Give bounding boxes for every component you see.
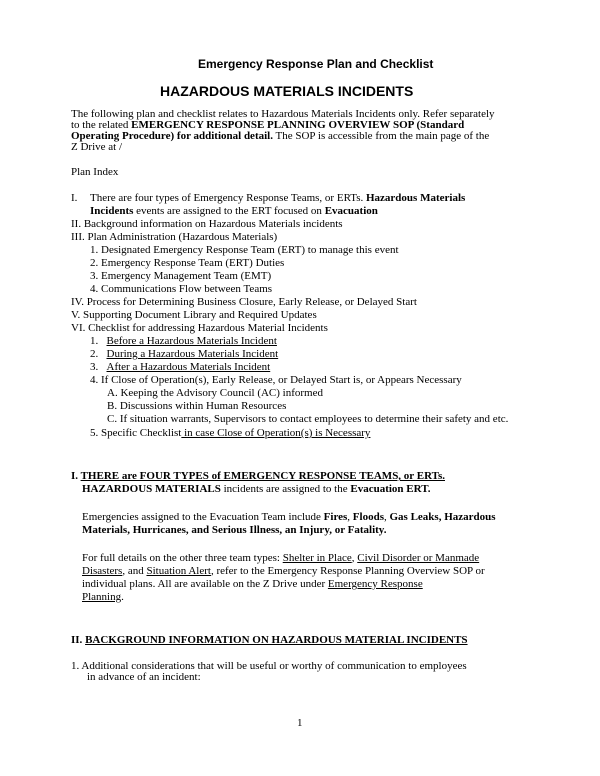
plan-index-item-vi-4: 4. If Close of Operation(s), Early Release, or Delayed Start is, or Appears Necessary	[90, 374, 462, 386]
plan-index-item-vi-4-a: A. Keeping the Advisory Council (AC) informed	[107, 387, 323, 399]
link-shelter-in-place[interactable]: Shelter in Place	[282, 552, 352, 564]
plan-index-item-vi-4-c: C. If situation warrants, Supervisors to contact employees to determine their safety and etc.	[107, 413, 509, 425]
intro-line-3: Operating Procedure) for additional detail. The SOP is accessible from the main page of the	[71, 130, 490, 142]
plan-index-item-iii-1: 1. Designated Emergency Response Team (ERT) to manage this event	[90, 244, 399, 256]
section-title: HAZARDOUS MATERIALS INCIDENTS	[160, 83, 414, 99]
plan-index-heading: Plan Index	[71, 166, 119, 178]
plan-index-item-vi-4-b: B. Discussions within Human Resources	[107, 400, 287, 412]
intro-line-4: Z Drive at /	[71, 141, 123, 153]
plan-index-item-vi-1[interactable]: 1. Before a Hazardous Materials Incident	[90, 335, 277, 347]
plan-index-item-ii: II. Background information on Hazardous Materials incidents	[71, 218, 343, 230]
plan-index-item-iv: IV. Process for Determining Business Closure, Early Release, or Delayed Start	[71, 296, 417, 308]
section-i-para1-line1: Emergencies assigned to the Evacuation Team include Fires, Floods, Gas Leaks, Hazardous	[82, 511, 496, 523]
section-i-para2-line1: For full details on the other three team types: Shelter in Place, Civil Disorder or Manmade	[82, 552, 480, 564]
page-number: 1	[297, 717, 303, 729]
link-situation-alert[interactable]: Situation Alert	[146, 565, 211, 577]
plan-index-item-iii-4: 4. Communications Flow between Teams	[90, 283, 273, 295]
document-title: Emergency Response Plan and Checklist	[198, 57, 434, 71]
section-i-para2-line3: individual plans. All are available on the Z Drive under Emergency Response	[82, 578, 423, 590]
plan-index-item-iii-3: 3. Emergency Management Team (EMT)	[90, 270, 272, 282]
section-ii-heading: II. BACKGROUND INFORMATION ON HAZARDOUS MATERIAL INCIDENTS	[71, 634, 468, 646]
section-i-heading: I. THERE are FOUR TYPES of EMERGENCY RESPONSE TEAMS, or ERTs.	[71, 470, 445, 482]
plan-index-item-iii-2: 2. Emergency Response Team (ERT) Duties	[90, 257, 285, 269]
checklist-link-closure[interactable]: in case Close of Operation(s) is Necessary	[181, 427, 371, 439]
plan-index-item-i-cont: Incidents events are assigned to the ERT focused on Evacuation	[90, 205, 378, 217]
section-i-para2-line2: Disasters, and Situation Alert, refer to the Emergency Response Planning Overview SOP or	[82, 565, 485, 577]
plan-index-item-vi: VI. Checklist for addressing Hazardous Material Incidents	[71, 322, 328, 334]
intro-line-1: The following plan and checklist relates to Hazardous Materials Incidents only. Refer separately	[71, 108, 495, 120]
checklist-link-after[interactable]: After a Hazardous Materials Incident	[106, 361, 271, 373]
section-ii-item1-line2: in advance of an incident:	[87, 671, 201, 683]
section-i-para2-line4: Planning.	[82, 591, 124, 603]
plan-index-item-vi-5[interactable]: 5. Specific Checklist in case Close of Operation(s) is Necessary	[90, 427, 371, 439]
link-civil-disorder[interactable]: Civil Disorder or Manmade	[357, 552, 480, 564]
link-emergency-response-planning[interactable]: Emergency Response	[327, 578, 423, 590]
plan-index-item-vi-2[interactable]: 2. During a Hazardous Materials Incident	[90, 348, 279, 360]
plan-index-item-vi-3[interactable]: 3. After a Hazardous Materials Incident	[90, 361, 271, 373]
checklist-link-before[interactable]: Before a Hazardous Materials Incident	[106, 335, 277, 347]
section-i-para1-line2: Materials, Hurricanes, and Serious Illness, an Injury, or Fatality.	[82, 524, 387, 536]
plan-index-item-v: V. Supporting Document Library and Required Updates	[71, 309, 317, 321]
link-disasters[interactable]: Disasters	[82, 565, 123, 577]
plan-index-item-i-number: I.	[71, 192, 78, 204]
plan-index-item-iii: III. Plan Administration (Hazardous Materials)	[71, 231, 278, 243]
intro-line-2: to the related EMERGENCY RESPONSE PLANNING OVERVIEW SOP (Standard	[71, 119, 465, 131]
checklist-link-during[interactable]: During a Hazardous Materials Incident	[106, 348, 279, 360]
section-ii-item1-line1: 1. Additional considerations that will be useful or worthy of communication to employees	[71, 660, 467, 672]
link-planning[interactable]: Planning	[82, 591, 122, 603]
plan-index-item-i: There are four types of Emergency Response Teams, or ERTs. Hazardous Materials	[90, 192, 466, 204]
section-i-subheading: HAZARDOUS MATERIALS incidents are assigned to the Evacuation ERT.	[82, 483, 431, 495]
